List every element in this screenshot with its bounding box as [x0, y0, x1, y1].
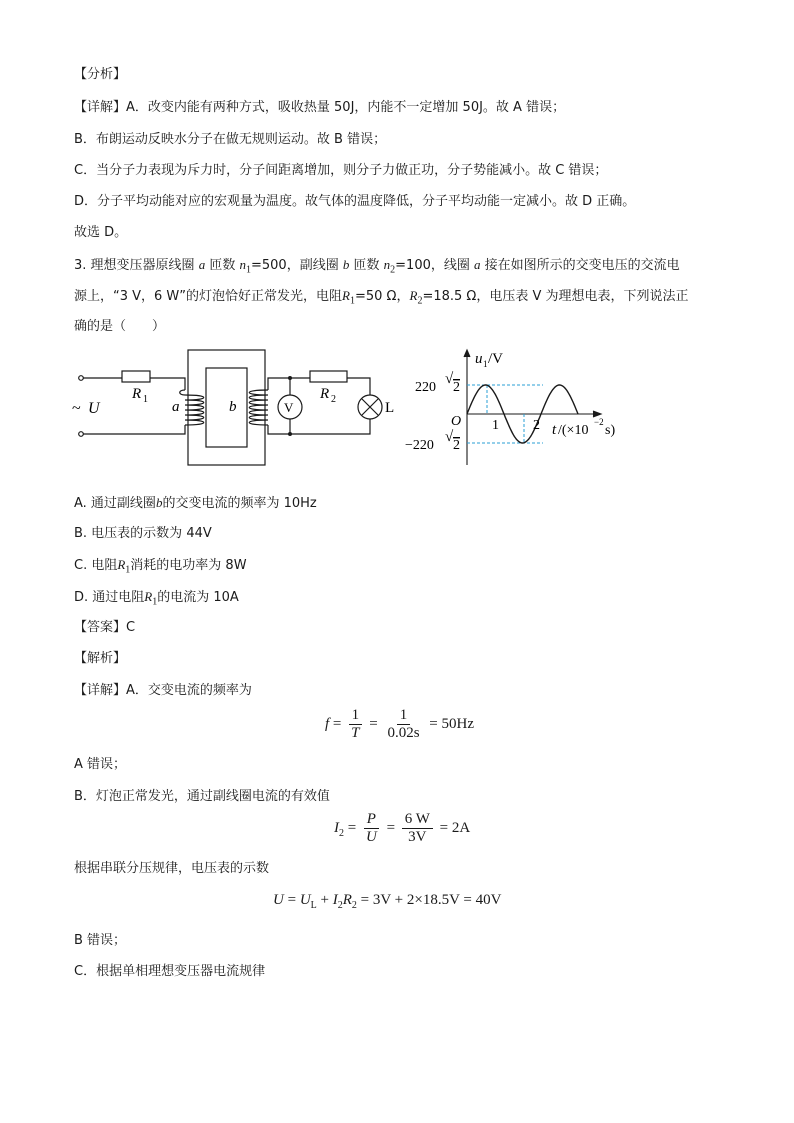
r2-label: R — [320, 386, 330, 402]
origin-label: O — [451, 414, 462, 429]
svg-text:2: 2 — [453, 438, 460, 453]
x-axis-label: t — [552, 422, 557, 438]
option-d[interactable]: D. 通过电阻$R_1$的电流为 10A — [74, 589, 239, 608]
svg-text:1: 1 — [483, 359, 488, 369]
r1-label: R — [132, 386, 142, 402]
current-equation: $I_2$ = $\frac{P}{U}$ = $\frac{6 W}{3V}$ = 2A — [334, 811, 471, 845]
ac-source-symbol: ~ — [72, 400, 81, 417]
transformer-circuit-diagram — [70, 345, 400, 470]
svg-text:√: √ — [445, 429, 454, 445]
analysis-label: 【分析】 — [74, 67, 127, 82]
prev-detail-a: 【详解】A．改变内能有两种方式，吸收热量 50J，内能不一定增加 50J。故 A 错误； — [74, 100, 566, 115]
b-wrong: B 错误； — [74, 933, 127, 948]
option-b[interactable]: B. 电压表的示数为 44V — [74, 526, 212, 541]
answer-line — [74, 619, 135, 637]
r1-resistor — [122, 371, 150, 382]
svg-text:1: 1 — [143, 394, 148, 405]
source-voltage-label: U — [88, 400, 100, 417]
question-line-2: 源上，“3 V，6 W”的灯泡恰好正常发光，电阻$R_1=50$ Ω，$R_2=18.5$ Ω，电压表 V 为理想电表，下列说法正 — [74, 288, 689, 307]
prev-detail-c: C．当分子力表现为斥力时，分子间距离增加，则分子力做正功，分子势能减小。故 C 错误； — [74, 163, 608, 178]
solution-b-text: B．灯泡正常发光，通过副线圈电流的有效值 — [74, 789, 330, 804]
y-axis-label: u — [475, 351, 483, 367]
svg-text:2: 2 — [331, 394, 336, 405]
voltage-time-graph — [400, 345, 630, 470]
a-wrong: A 错误； — [74, 757, 127, 772]
question-line-1: 3. 理想变压器原线圈 a 匝数 $n_1=500$，副线圈 b 匝数 $n_2=100$，线圈 a 接在如图所示的交变电压的交流电 — [74, 257, 680, 276]
voltmeter-label: V — [284, 400, 294, 415]
transformer-core — [188, 350, 265, 465]
coil-b-label: b — [229, 399, 237, 415]
solution-label: 【解析】 — [74, 651, 127, 666]
svg-text:/(×10: /(×10 — [558, 423, 589, 438]
series-rule-text: 根据串联分压规律，电压表的示数 — [74, 861, 270, 876]
primary-coil — [180, 390, 204, 425]
prev-detail-b: B．布朗运动反映水分子在做无规则运动。故 B 错误； — [74, 132, 387, 147]
question-line-3: 确的是（ ） — [74, 319, 166, 334]
answer-label: 【答案】 — [74, 620, 127, 635]
answer-value: C — [126, 620, 136, 635]
solution-detail-a: 【详解】A．交变电流的频率为 — [74, 683, 252, 698]
tick-2-label: 2 — [533, 418, 540, 433]
prev-detail-d: D．分子平均动能对应的宏观量为温度。故气体的温度降低，分子平均动能一定减小。故 D 正确。 — [74, 194, 636, 209]
detail-label: 【详解】 — [74, 100, 127, 115]
coil-a-label: a — [172, 399, 180, 415]
svg-text:/V: /V — [488, 351, 503, 367]
svg-text:√: √ — [445, 371, 454, 387]
tick-1-label: 1 — [492, 418, 499, 433]
svg-text:−2: −2 — [594, 417, 604, 427]
svg-text:2: 2 — [453, 380, 460, 395]
option-a[interactable]: A. 通过副线圈b的交变电流的频率为 10Hz — [74, 495, 317, 511]
frequency-equation: f = $\frac{1}{T}$ = $\frac{1}{0.02s}$ = 50Hz — [325, 707, 474, 741]
svg-text:s): s) — [605, 423, 616, 438]
peak-value-label: 220 — [415, 380, 436, 395]
trough-value-label: −220 — [405, 438, 434, 453]
r2-resistor — [310, 371, 347, 382]
prev-choice: 故选 D。 — [74, 225, 128, 240]
lamp-label: L — [385, 400, 395, 416]
voltmeter-equation: $U = U_L + I_2R_2 = 3V + 2\times 18.5V = 40V$ — [273, 892, 502, 911]
solution-c-text: C．根据单相理想变压器电流规律 — [74, 964, 266, 979]
option-c[interactable]: C. 电阻$R_1$消耗的电功率为 8W — [74, 557, 247, 576]
